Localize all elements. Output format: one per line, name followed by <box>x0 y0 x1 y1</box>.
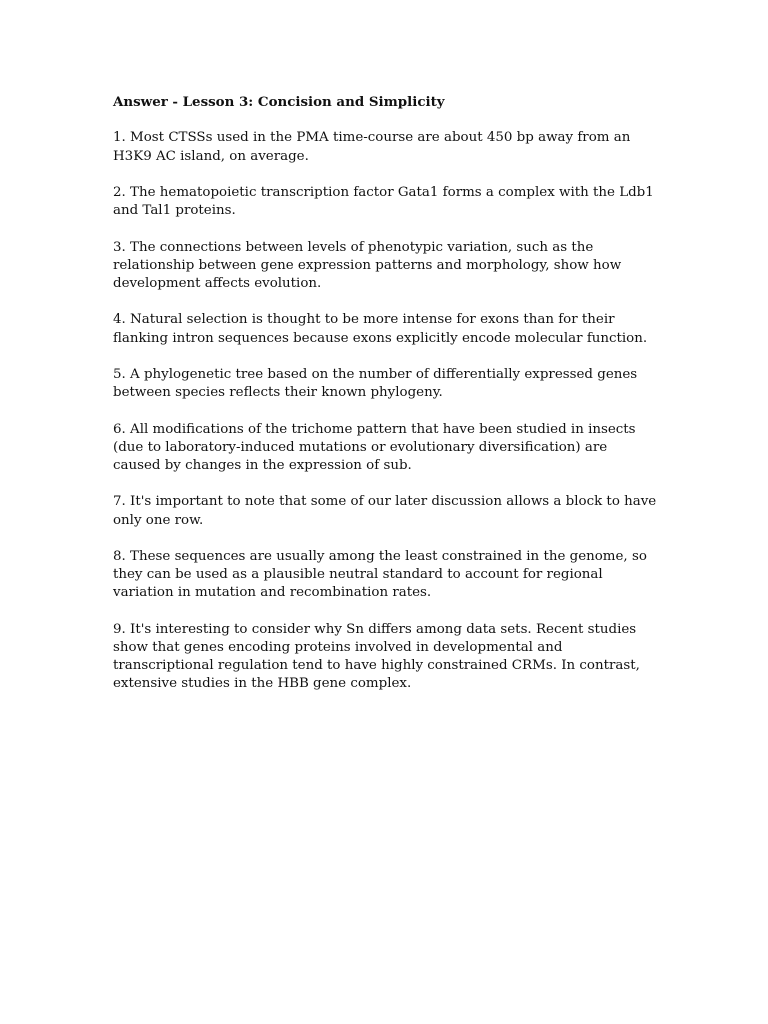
answer-8: 8. These sequences are usually among the least constrained in the genome, so they can be used as a plausible neutral standard to account for regional variation in mutation and recombination rates. <box>113 548 647 601</box>
answer-2: 2. The hematopoietic transcription factor Gata1 forms a complex with the Ldb1 and Tal1 proteins. <box>113 184 654 219</box>
document-title: Answer - Lesson 3: Concision and Simplicity <box>113 94 445 110</box>
answer-3: 3. The connections between levels of phenotypic variation, such as the relationship between gene expression patterns and morphology, show how development affects evolution. <box>113 239 622 291</box>
answer-5: 5. A phylogenetic tree based on the number of differentially expressed genes between species reflects their known phylogeny. <box>113 366 638 401</box>
answer-1: 1. Most CTSSs used in the PMA time-course are about 450 bp away from an H3K9 AC island, on average. <box>113 130 631 164</box>
answer-7: 7. It's important to note that some of our later discussion allows a block to have only one row. <box>113 494 657 528</box>
document-content <box>113 93 658 712</box>
answer-9: 9. It's interesting to consider why Sn differs among data sets. Recent studies show that genes encoding proteins involved in developmental and transcriptional regulation tend to have highly constrained CRMs. In contrast, extensive studies in the HBB gene complex. <box>113 621 640 692</box>
answer-6: 6. All modifications of the trichome pattern that have been studied in insects (due to laboratory-induced mutations or evolutionary diversification) are caused by changes in the expression of sub. <box>113 421 636 473</box>
answer-4: 4. Natural selection is thought to be more intense for exons than for their flanking intron sequences because exons explicitly encode molecular function. <box>113 312 648 346</box>
